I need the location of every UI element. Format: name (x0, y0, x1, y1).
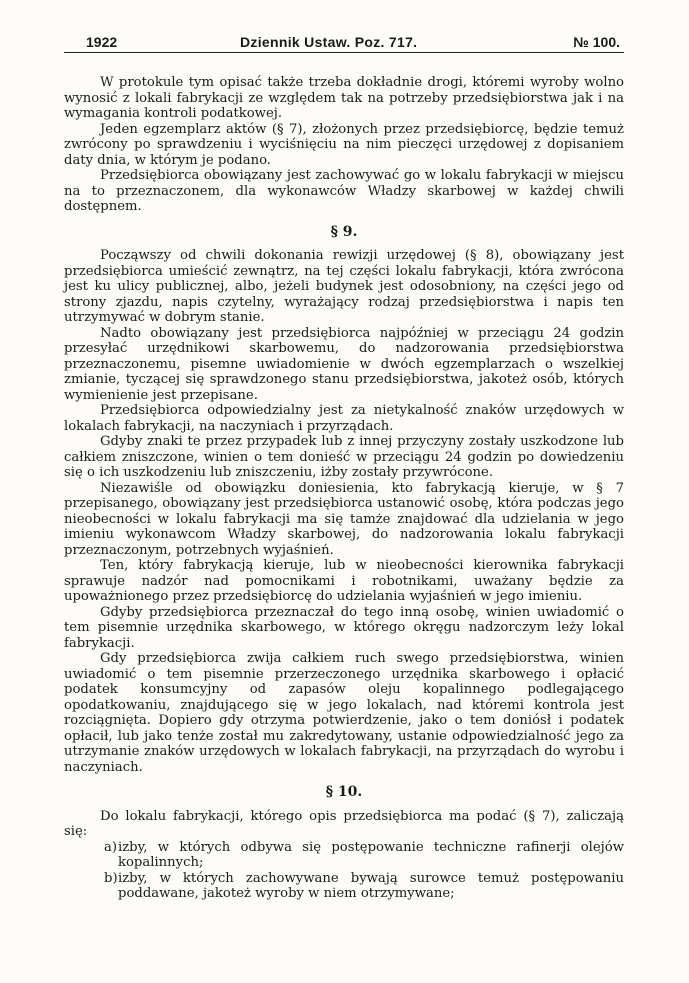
list-item (64, 871, 624, 902)
document-body (64, 75, 624, 902)
header-year: 1922 (86, 34, 118, 50)
list-item-text: izby, w których odbywa się postępowanie techniczne rafinerji olejów kopalinnych; (118, 839, 624, 870)
section-9-heading: § 9. (330, 223, 358, 240)
list-item-label: a) (104, 839, 118, 855)
list-item (64, 840, 624, 871)
paragraph: Nadto obowiązany jest przedsiębiorca najpóźniej w przeciągu 24 godzin przesyłać urzędnikowi skarbowemu, do nadzorowania przedsiębiorstwa przeznaczonemu, pisemne uwiadomienie w dwóch egzemplarzach o wszelkiej zmianie, tyczącej się sprawdzonego stanu przedsiębiorstwa, jakoteż osób, których wymienienie jest przepisane. (64, 325, 624, 403)
paragraph: Jeden egzemplarz aktów (§ 7), złożonych przez przedsiębiorcę, będzie temuż zwrócony po sprawdzeniu i wyciśnięciu na nim pieczęci urzędowej z dopisaniem daty dnia, w którym je podano. (64, 121, 624, 168)
paragraph: Gdyby znaki te przez przypadek lub z innej przyczyny zostały uszkodzone lub całkiem zniszczone, winien o tem donieść w przeciągu 24 godzin po dowiedzeniu się o ich uszkodzeniu lub zniszczeniu, iżby zostały przywrócone. (64, 434, 624, 480)
header-issue-number: № 100. (573, 34, 620, 50)
paragraph: Gdy przedsiębiorca zwija całkiem ruch swego przedsiębiorstwa, winien uwiadomić o tem pisemnie przerzeczonego urzędnika skarbowego i opłacić podatek konsumcyjny od zapasów oleju kopalinnego podlegającego opodatkowaniu, znajdującego się w jego lokalach, nad któremi kontrola jest rozciągnięta. Dopiero gdy otrzyma potwierdzenie, jako o tem doniósł i podatek opłacił, lub jako tenże został mu zakredytowany, ustanie odpowiedzialność jego za utrzymanie znaków urzędowych w lokalach fabrykacji, na przyrządach do wyrobu i naczyniach. (64, 651, 624, 775)
paragraph: Niezawiśle od obowiązku doniesienia, kto fabrykacją kieruje, w § 7 przepisanego, obowiązany jest przedsiębiorca ustanowić osobę, która podczas jego nieobecności w lokalu fabrykacji ma się tamże znajdować dla udzielania w jego imieniu wykonawcom Władzy skarbowej, do nadzorowania lokalu fabrykacji przeznaczonym, potrzebnych wyjaśnień. (64, 480, 624, 558)
paragraph: W protokule tym opisać także trzeba dokładnie drogi, któremi wyroby wolno wynosić z lokali fabrykacji ze względem tak na potrzeby przedsiębiorstwa jak i na wymagania kontroli podatkowej. (64, 75, 624, 121)
paragraph: Ten, który fabrykacją kieruje, lub w nieobecności kierownika fabrykacji sprawuje nadzór nad pomocnikami i robotnikami, uważany będzie za upoważnionego przez przedsiębiorcę do udzielania wyjaśnień w jego imieniu. (64, 558, 624, 604)
paragraph: Począwszy od chwili dokonania rewizji urzędowej (§ 8), obowiązany jest przedsiębiorca umieścić zewnątrz, na tej części lokalu fabrykacji, która zwrócona jest ku ulicy publicznej, albo, jeżeli budynek jest odosobniony, na części jego od strony zjazdu, napis czytelny, wyrażający rodzaj przedsiębiorstwa i napis ten utrzymywać w dobrym stanie. (64, 248, 624, 325)
section-10-list (64, 840, 624, 902)
header-title: Dziennik Ustaw. Poz. 717. (240, 34, 418, 50)
section-10-intro: Do lokalu fabrykacji, którego opis przedsiębiorca ma podać (§ 7), zaliczają się: (64, 808, 624, 839)
list-item-label: b) (104, 870, 118, 886)
document-page (64, 28, 624, 902)
paragraph: Przedsiębiorca odpowiedzialny jest za nietykalność znaków urzędowych w lokalach fabrykacji, na naczyniach i przyrządach. (64, 403, 624, 434)
section-10-heading: § 10. (325, 784, 363, 800)
list-item-text: izby, w których zachowywane bywają surowce temuż postępowaniu poddawane, jakoteż wyroby w niem otrzymywane; (118, 870, 624, 901)
paragraph: Gdyby przedsiębiorca przeznaczał do tego inną osobę, winien uwiadomić o tem pisemnie urzędnika skarbowego, w którego okręgu nadzorczym leży lokal fabrykacji. (64, 604, 624, 651)
paragraph: Przedsiębiorca obowiązany jest zachowywać go w lokalu fabrykacji w miejscu na to przeznaczonem, dla wykonawców Władzy skarbowej w każdej chwili dostępnem. (64, 168, 624, 214)
page-header (64, 28, 624, 53)
